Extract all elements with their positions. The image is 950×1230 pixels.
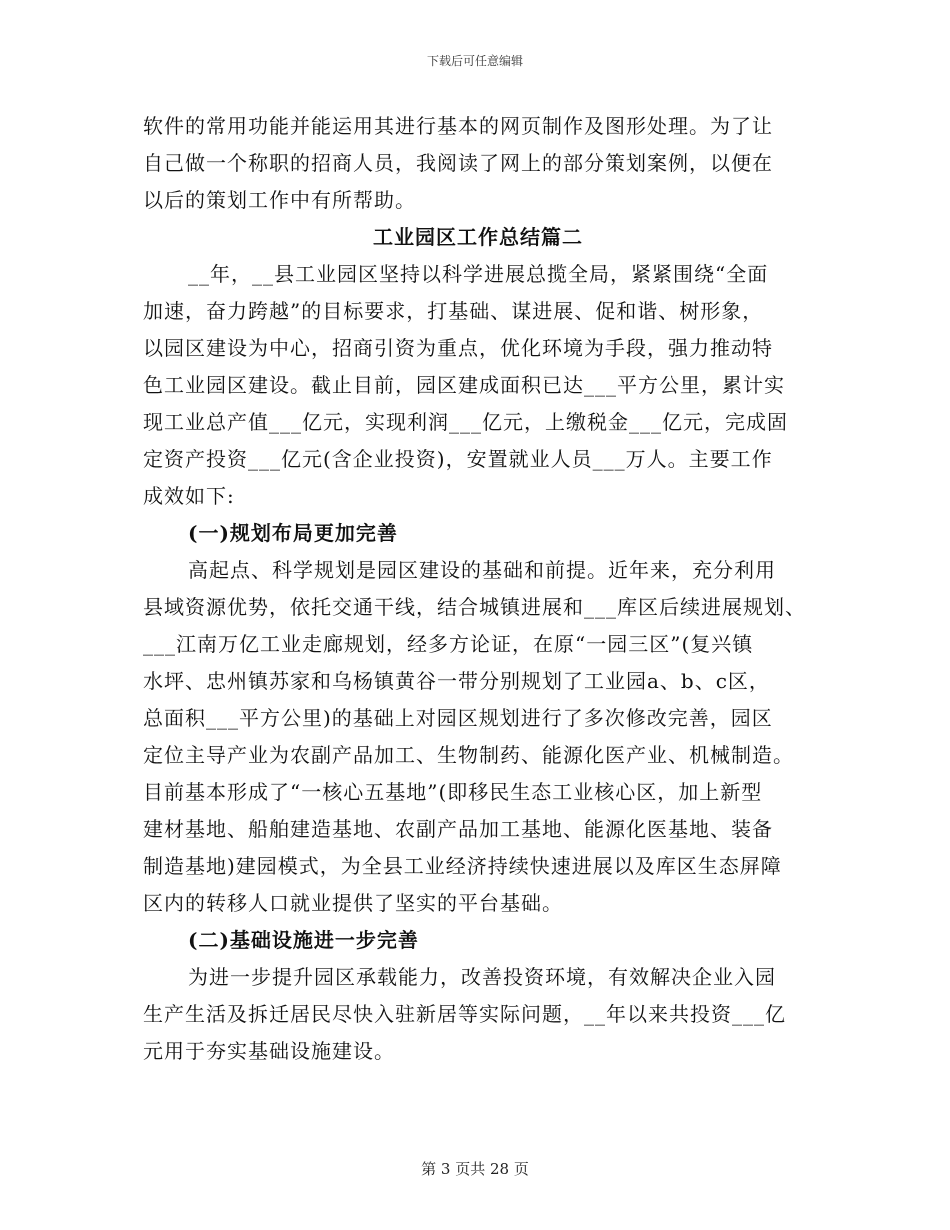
subheading: (二)基础设施进一步完善: [188, 928, 419, 952]
text-line: 生产生活及拆迁居民尽快入驻新居等实际问题，__年以来共投资___亿: [143, 1002, 786, 1026]
page-footer: 第 3 页共 28 页: [421, 1160, 529, 1178]
text-line: 元用于夯实基础设施建设。: [143, 1039, 395, 1063]
text-line: 成效如下:: [143, 484, 235, 508]
text-line: 自己做一个称职的招商人员，我阅读了网上的部分策划案例，以便在: [143, 151, 773, 175]
section-title: 工业园区工作总结篇二: [373, 225, 583, 249]
paragraph-first-line: 高起点、科学规划是园区建设的基础和前提。近年来，充分利用: [188, 558, 776, 582]
text-line: 区内的转移人口就业提供了坚实的平台基础。: [143, 891, 563, 915]
paragraph-first-line: __年，__县工业园区坚持以科学进展总揽全局，紧紧围绕“全面: [188, 262, 769, 286]
text-line: 以后的策划工作中有所帮助。: [143, 188, 416, 212]
text-line: 县域资源优势，依托交通干线，结合城镇进展和___库区后续进展规划、: [143, 595, 806, 619]
text-line: 色工业园区建设。截止目前，园区建成面积已达___平方公里，累计实: [143, 373, 785, 397]
text-line: 制造基地)建园模式，为全县工业经济持续快速进展以及库区生态屏障: [143, 854, 782, 878]
text-line: 软件的常用功能并能运用其进行基本的网页制作及图形处理。为了让: [143, 114, 773, 138]
text-line: 定位主导产业为农副产品加工、生物制药、能源化医产业、机械制造。: [143, 743, 794, 767]
paragraph-first-line: 为进一步提升园区承载能力，改善投资环境，有效解决企业入园: [188, 965, 776, 989]
subheading: (一)规划布局更加完善: [188, 521, 398, 545]
page-header: 下载后可任意编辑: [426, 54, 523, 68]
document-body: [143, 108, 813, 1070]
text-line: 现工业总产值___亿元，实现利润___亿元，上缴税金___亿元，完成固: [143, 410, 788, 434]
text-line: ___江南万亿工业走廊规划，经多方论证，在原“一园三区”(复兴镇: [143, 632, 754, 656]
text-line: 加速，奋力跨越”的目标要求，打基础、谋进展、促和谐、树形象，: [143, 299, 764, 323]
text-line: 定资产投资___亿元(含企业投资)，安置就业人员___万人。主要工作: [143, 447, 773, 471]
text-line: 以园区建设为中心，招商引资为重点，优化环境为手段，强力推动特: [143, 336, 773, 360]
text-line: 水坪、忠州镇苏家和乌杨镇黄谷一带分别规划了工业园a、b、c区，: [143, 669, 770, 693]
text-line: 总面积___平方公里)的基础上对园区规划进行了多次修改完善，园区: [143, 706, 773, 730]
text-line: 建材基地、船舶建造基地、农副产品加工基地、能源化医基地、装备: [143, 817, 773, 841]
text-line: 目前基本形成了“一核心五基地”(即移民生态工业核心区，加上新型: [143, 780, 763, 804]
